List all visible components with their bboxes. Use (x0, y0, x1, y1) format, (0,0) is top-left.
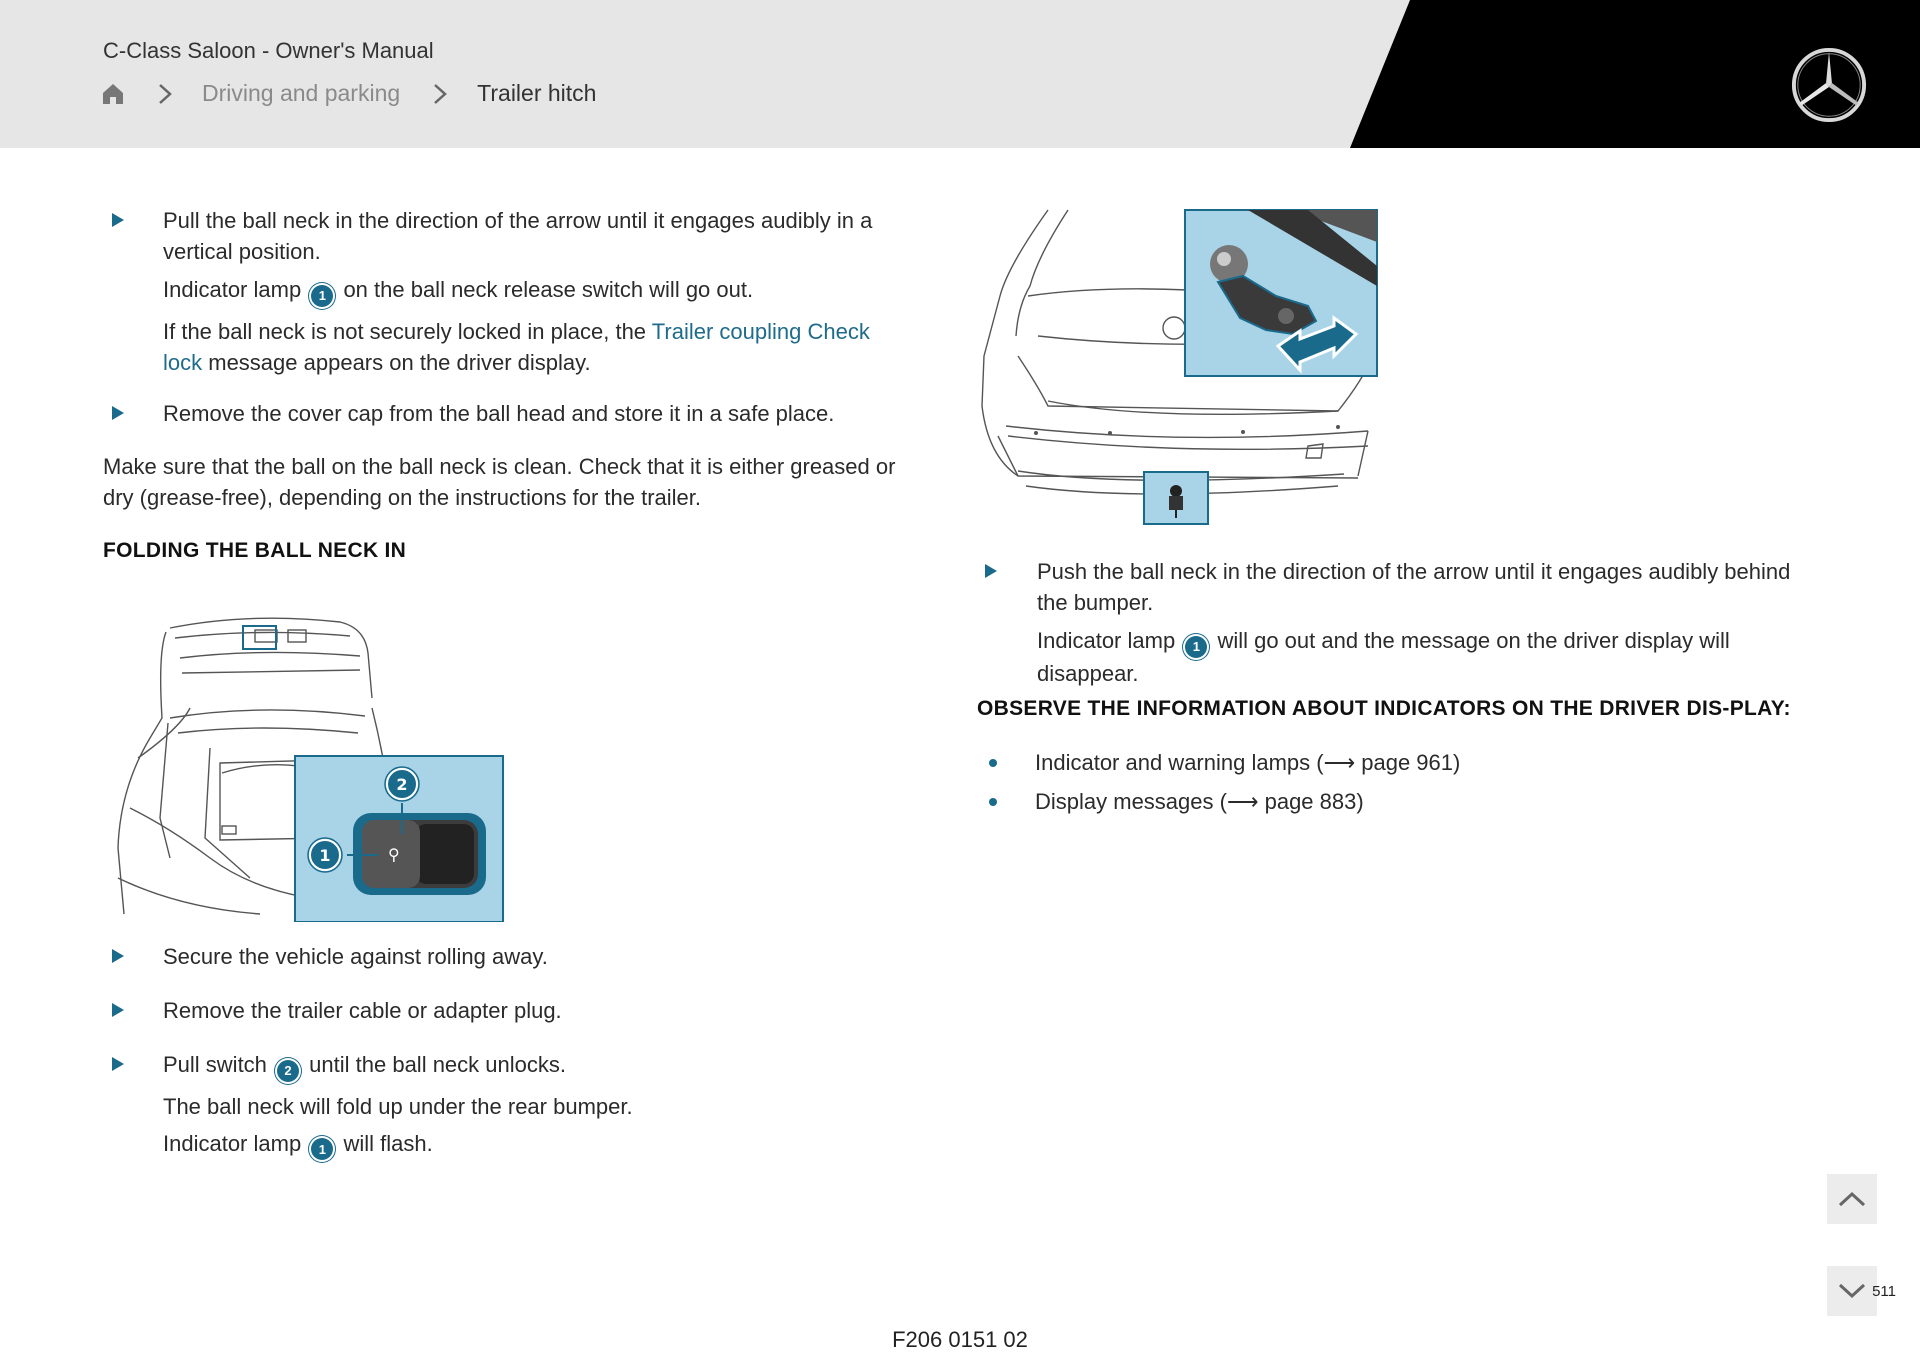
bullet-link-display-messages[interactable] (977, 786, 1797, 817)
note-paragraph: Make sure that the ball on the ball neck is clean. Check that it is either greased or dry (grease-free), depending on the instructions for the trailer. (103, 453, 896, 510)
step-detail (103, 1128, 915, 1161)
callout-1-icon: 1 (311, 1138, 333, 1160)
step-pull-ball-neck (103, 205, 915, 267)
figure-callout-1: 1 (319, 846, 331, 865)
step-push-ball-neck (977, 556, 1797, 618)
step-arrow-icon (112, 1057, 124, 1071)
rear-bumper-ball-neck-figure (978, 206, 1382, 528)
breadcrumb-link-driving-and-parking[interactable]: Driving and parking (202, 80, 401, 106)
bullet-text[interactable]: Indicator and warning lamps (⟶ page 961) (1035, 749, 1461, 775)
step-pull-switch (103, 1049, 915, 1082)
scroll-up-button[interactable] (1827, 1174, 1877, 1224)
step-text: Remove the trailer cable or adapter plug. (163, 998, 562, 1023)
step-text: Pull the ball neck in the direction of the arrow until it engages audibly in a vertical position. (163, 208, 873, 264)
left-column-lower (103, 941, 915, 1160)
step-detail (977, 625, 1797, 689)
step-text: until the ball neck unlocks. (309, 1052, 566, 1077)
step-detail-text: Indicator lamp (163, 277, 302, 302)
step-arrow-icon (112, 213, 124, 227)
step-detail (103, 316, 915, 378)
left-column (103, 205, 915, 566)
step-remove-trailer-cable (103, 995, 915, 1026)
home-icon[interactable] (101, 82, 125, 106)
step-arrow-icon (112, 406, 124, 420)
step-remove-cover-cap (103, 398, 915, 429)
trailer-coupling-link[interactable]: Trailer coupling Check lock (163, 318, 870, 375)
section-heading-observe: OBSERVE THE INFORMATION ABOUT INDICATORS ON THE DRIVER DIS-PLAY: (977, 696, 1791, 720)
manual-title: C-Class Saloon - Owner's Manual (103, 38, 434, 63)
bullet-link-indicator-lamps[interactable] (977, 747, 1797, 778)
trailer-hitch-icon: ⚲ (388, 845, 400, 864)
step-text: Secure the vehicle against rolling away. (163, 944, 548, 969)
step-detail-text: message appears on the driver display. (208, 349, 591, 375)
step-detail-text: Indicator lamp (163, 1130, 302, 1156)
step-text: Push the ball neck in the direction of the arrow until it engages audibly behind the bumper. (1037, 559, 1791, 615)
step-detail: The ball neck will fold up under the rear bumper. (163, 1093, 633, 1119)
page-number: 511 (1872, 1283, 1896, 1300)
step-arrow-icon (112, 949, 124, 963)
chevron-right-icon (157, 83, 173, 105)
step-secure-vehicle (103, 941, 915, 972)
step-detail-text: Indicator lamp (1037, 628, 1176, 653)
figure-callout-2: 2 (396, 775, 408, 794)
callout-1-icon: 1 (1185, 636, 1207, 658)
right-column (977, 556, 1797, 817)
step-detail-text: If the ball neck is not securely locked in place, the (163, 318, 647, 344)
footer-code: F206 0151 02 (892, 1327, 1028, 1352)
step-detail (103, 274, 915, 307)
step-detail-text: will go out and the message on the driver display will disappear. (1037, 628, 1730, 686)
arrow-down-icon (1837, 1282, 1867, 1300)
step-detail-text: will flash. (343, 1130, 433, 1156)
step-text: Remove the cover cap from the ball head and store it in a safe place. (163, 400, 835, 426)
step-text: Pull switch (163, 1052, 267, 1077)
chevron-right-icon (432, 83, 448, 105)
bullet-text[interactable]: Display messages (⟶ page 883) (1035, 788, 1364, 814)
trunk-switch-figure (110, 608, 510, 922)
scroll-down-button[interactable] (1827, 1266, 1877, 1316)
bullet-dot-icon (989, 798, 997, 806)
section-heading-folding: FOLDING THE BALL NECK IN (103, 538, 407, 562)
step-arrow-icon (985, 564, 997, 578)
step-detail-text: on the ball neck release switch will go out. (343, 277, 754, 302)
breadcrumb-current-trailer-hitch: Trailer hitch (477, 80, 597, 106)
step-arrow-icon (112, 1003, 124, 1017)
breadcrumb (101, 80, 596, 107)
header (0, 0, 1920, 148)
arrow-up-icon (1837, 1190, 1867, 1208)
callout-2-icon: 2 (277, 1060, 299, 1082)
bullet-dot-icon (989, 759, 997, 767)
mercedes-star-icon (1790, 46, 1868, 124)
callout-1-icon: 1 (311, 285, 333, 307)
